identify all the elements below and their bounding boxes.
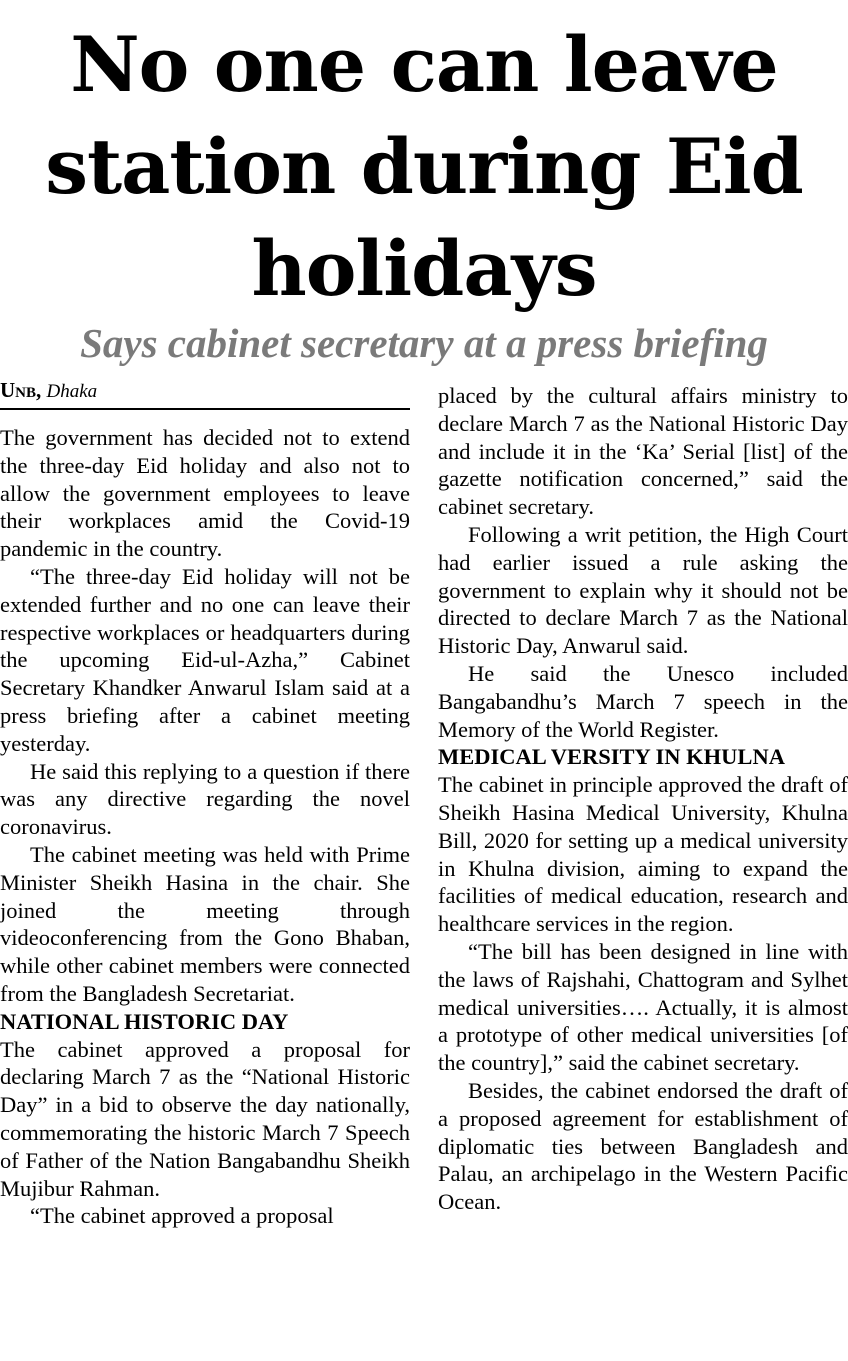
paragraph: The government has decided not to extend the three-day Eid holiday and also not to allow the government employees to leave their workplaces amid the Covid-19 pandemic in the country. <box>0 425 410 562</box>
article-subhead: Says cabinet secretary at a press briefing <box>80 320 768 366</box>
paragraph: Following a writ petition, the High Court had earlier issued a rule asking the government to explain why it should not be directed to declare March 7 as the National Historic Day, Anwarul said. <box>438 521 848 659</box>
paragraph: The cabinet meeting was held with Prime Minister Sheikh Hasina in the chair. She joined the meeting through videoconferencing from the Gono Bhaban, while other cabinet members were connected from the Bangladesh Secretariat. <box>0 841 410 1006</box>
paragraph: He said this replying to a question if there was any directive regarding the novel coronavirus. <box>0 758 410 840</box>
byline <box>0 376 410 410</box>
paragraph: Besides, the cabinet endorsed the draft of a proposed agreement for establishment of diplomatic ties between Bangladesh and Palau, an archipelago in the Western Pacific Ocean. <box>438 1077 848 1215</box>
right-column <box>438 382 848 1216</box>
paragraph: “The bill has been designed in line with the laws of Rajshahi, Chattogram and Sylhet medical universities…. Actually, it is almost a prototype of other medical universities [of the country],” said the cabinet secretary. <box>438 938 848 1076</box>
paragraph: The cabinet approved a proposal for declaring March 7 as the “National Historic Day” in a bid to observe the day nationally, commemorating the historic March 7 Speech of Father of the Nation Bangabandhu Sheikh Mujibur Rahman. <box>0 1036 410 1201</box>
paragraph: The cabinet in principle approved the draft of Sheikh Hasina Medical University, Khulna Bill, 2020 for setting up a medical university in Khulna division, aiming to expand the facilities of medical education, research and healthcare services in the region. <box>438 772 848 937</box>
section-heading-medical-versity: MEDICAL VERSITY IN KHULNA <box>438 744 785 770</box>
paragraph: placed by the cultural affairs ministry to declare March 7 as the National Historic Day and include it in the ‘Ka’ Serial [list] of the gazette notification concerned,” said the cabinet secretary. <box>438 383 848 520</box>
paragraph: He said the Unesco included Bangabandhu’s March 7 speech in the Memory of the World Register. <box>438 660 848 742</box>
section-heading-national-historic-day: NATIONAL HISTORIC DAY <box>0 1008 289 1034</box>
paragraph: “The three-day Eid holiday will not be extended further and no one can leave their respective workplaces or headquarters during the upcoming Eid-ul-Azha,” Cabinet Secretary Khandker Anwarul Islam said at a press briefing after a cabinet meeting yesterday. <box>0 563 410 756</box>
paragraph: “The cabinet approved a proposal <box>30 1203 334 1229</box>
byline-agency: Unb, <box>0 378 42 402</box>
article-headline: No one can leave station during Eid holidays <box>45 20 803 313</box>
byline-place: Dhaka <box>46 381 98 402</box>
left-column <box>0 424 410 1230</box>
